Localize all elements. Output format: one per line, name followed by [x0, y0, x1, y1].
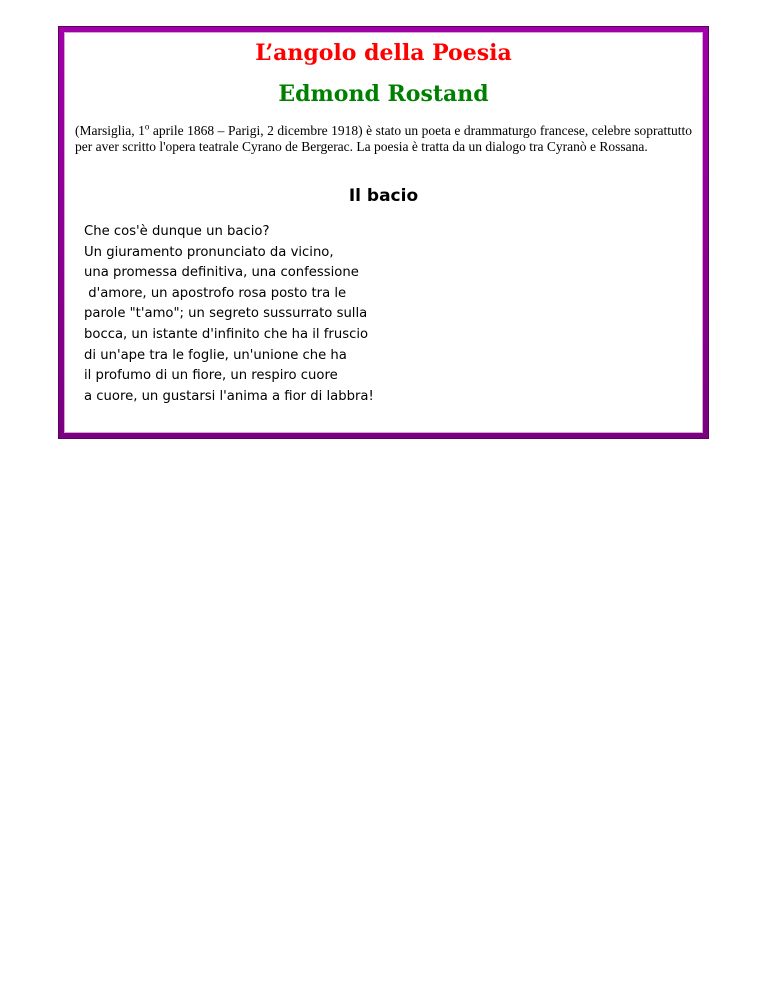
bio-ordinal: o: [144, 121, 150, 132]
poem-body: [84, 222, 374, 407]
poem-line: a cuore, un gustarsi l'anima a fior di labbra!: [84, 388, 374, 404]
poem-line: una promessa definitiva, una confessione: [84, 265, 359, 281]
author-bio: [75, 123, 692, 155]
poem-line: Un giuramento pronunciato da vicino,: [84, 244, 334, 260]
poem-line: Che cos'è dunque un bacio?: [84, 224, 270, 239]
frame-content: [64, 32, 703, 433]
poem-line: il profumo di un fiore, un respiro cuore: [84, 368, 338, 384]
bio-text-rest: aprile 1868 – Parigi, 2 dicembre 1918) è stato un poeta e drammaturgo francese, celebre soprattutto per aver scritto l'opera teatrale Cyrano de Bergerac. La poesia è tratta da un dialogo tra Cyranò e Rossana.: [75, 123, 692, 154]
poem-title: Il bacio: [348, 186, 419, 206]
bio-text-start: (Marsiglia, 1: [75, 123, 145, 138]
poem-line: di un'ape tra le foglie, un'unione che ha: [84, 347, 347, 363]
author-name: Edmond Rostand: [278, 81, 489, 107]
poem-line: bocca, un istante d'infinito che ha il fruscio: [84, 326, 369, 342]
purple-frame-border: [58, 26, 709, 439]
page-title: L’angolo della Poesia: [255, 40, 512, 66]
poem-line: d'amore, un apostrofo rosa posto tra le: [84, 285, 347, 301]
poem-line: parole "t'amo"; un segreto sussurrato sulla: [84, 306, 368, 322]
